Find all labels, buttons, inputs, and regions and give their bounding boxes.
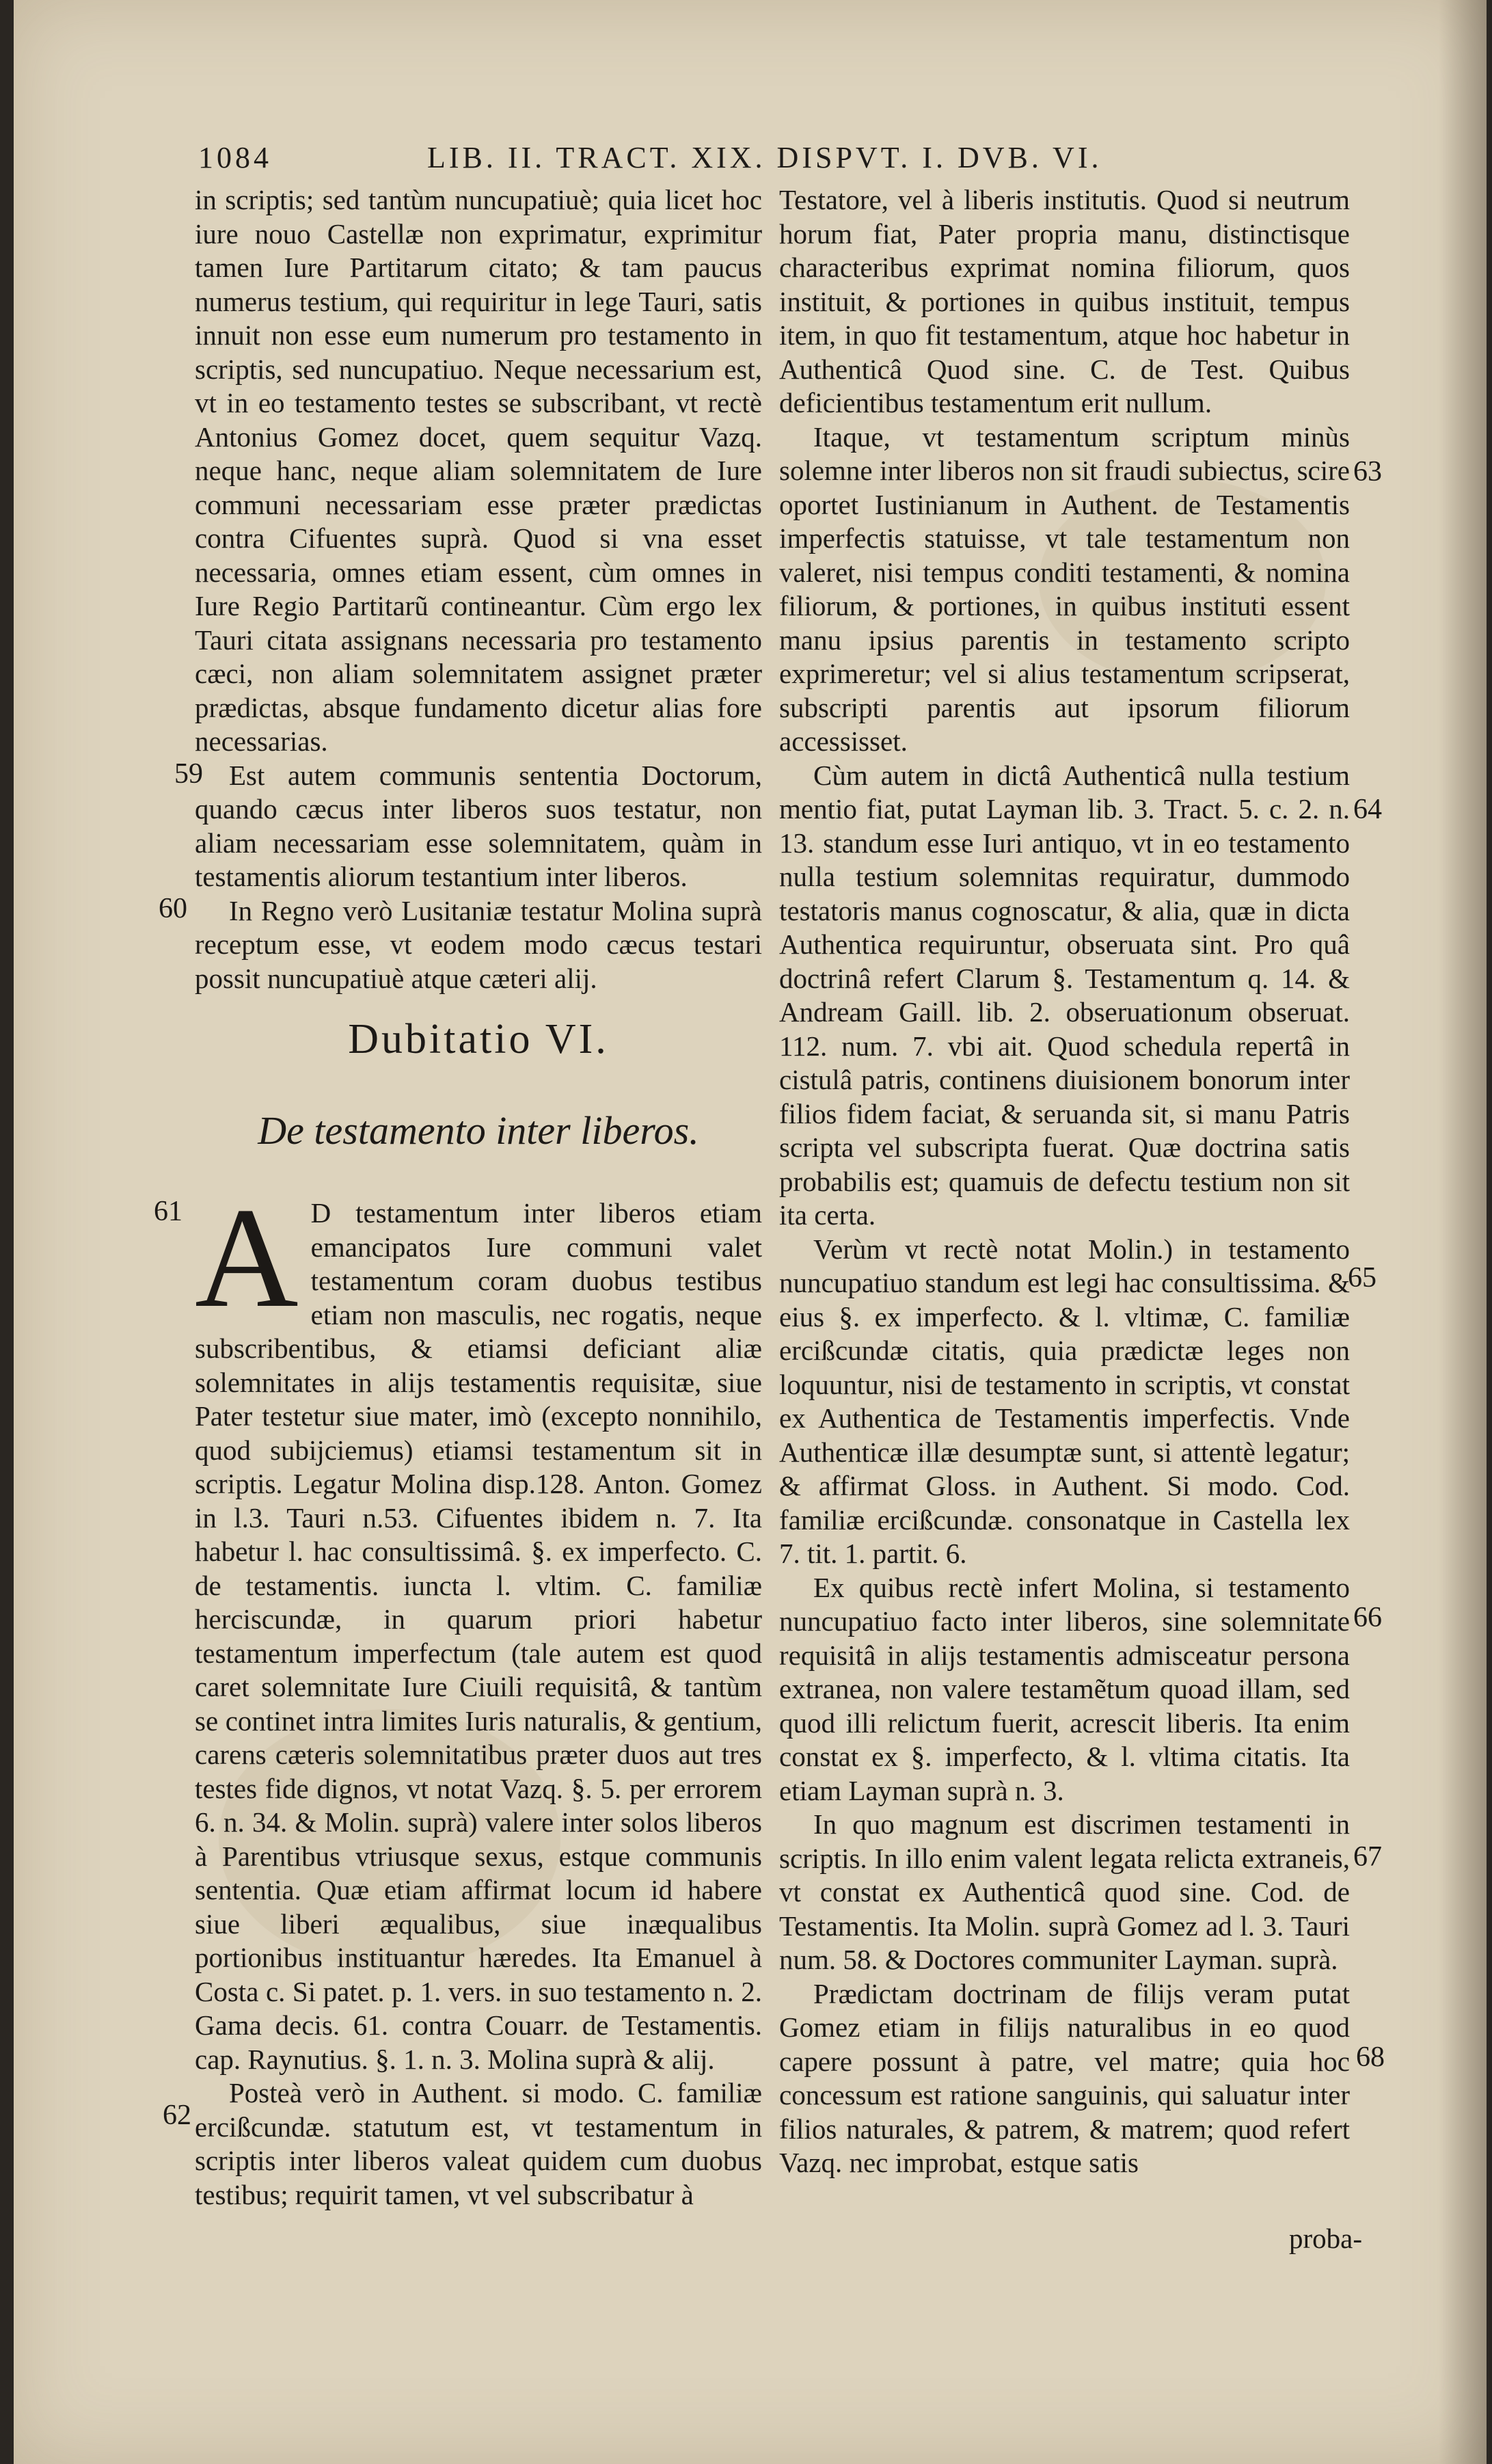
section-subheading: De testamento inter liberos. — [258, 1108, 699, 1153]
paragraph-67: In quo magnum est discrimen testamenti in scriptis. In illo enim valent legata relicta extraneis, vt constat ex Authenticâ quod sine. Cod. de Testamentis. Ita Molin. suprà Gomez ad l. 3. Tauri num. 58. & Doctores communiter Layman. suprà. — [779, 1808, 1350, 1975]
paragraph-61 — [195, 1179, 762, 2076]
paragraph-60: In Regno verò Lusitaniæ testatur Molina suprà receptum esse, vt eodem modo cæcus testari possit nuncupatiuè atque cæteri alij. — [195, 894, 762, 994]
paragraph-59: Est autem communis sententia Doctorum, quando cæcus inter liberos suos testatur, non aliam necessariam esse solemnitatem, quàm in testamentis aliorum testantium inter liberos. — [195, 759, 762, 892]
paragraph-62: Posteà verò in Authent. si modo. C. familiæ ercißcundæ. statutum est, vt testamentum in scriptis inter liberos valeat quidem cum duobus testibus; requirit tamen, vt vel subscribatur à — [195, 2077, 762, 2210]
margin-number-67: 67 — [1353, 1841, 1382, 1873]
margin-number-60: 60 — [159, 893, 187, 924]
running-header — [198, 140, 1237, 181]
paragraph-61-text: D testamentum inter liberos etiam emancipatos Iure communi valet testamentum coram duobus testibus etiam non masculis, nec rogatis, neque subscribentibus, & etiamsi deficiant aliæ solemnitates in alijs testamentis requisitæ, siue Pater testetur siue mater, imò (excepto nonnihilo, quod subijciemus) etiamsi testamentum sit in scriptis. Legatur Molina disp.128. Anton. Gomez in l.3. Tauri n.53. Cifuentes ibidem n. 7. Ita habetur l. hac consultissimâ. §. ex imperfecto. C. de testamentis. iuncta l. vltim. C. familiæ herciscundæ, in quarum priori habetur testamentum imperfectum (tale autem est quod caret solemnitate Iure Ciuili requisitâ, & tantùm se continet intra limites Iuris naturalis, & gentium, carens cæteris solemnitatibus præter duos aut tres testes fide dignos, vt notat Vazq. §. 5. per errorem 6. n. 34. & Molin. suprà) valere inter solos liberos à Parentibus vtriusque sexus, estque communis sententia. Quæ etiam affirmat locum id habere siue liberi æqualibus, siue inæqualibus portionibus instituantur hæredes. Ita Emanuel à Costa c. Si patet. p. 1. vers. in suo testamento n. 2. Gama decis. 61. contra Couarr. de Testamentis. cap. Raynutius. §. 1. n. 3. Molina suprà & alij. — [195, 1197, 762, 2075]
margin-number-61: 61 — [154, 1196, 182, 1227]
right-intro-paragraph: Testatore, vel à liberis institutis. Quod si neutrum horum fiat, Pater propria manu, distinctisque characteribus exprimat nomina filiorum, quos instituit, & portiones in quibus instituit, tempus item, in quo fit testamentum, atque hoc habetur in Authenticâ Quod sine. C. de Test. Quibus deficientibus testamentum erit nullum. — [779, 184, 1350, 418]
paragraph-65: Verùm vt rectè notat Molin.) in testamento nuncupatiuo standum est legi hac consultissima. & eius §. ex imperfecto. & l. vltimæ, C. familiæ ercißcundæ citatis, quia prædictæ leges non loquuntur, nisi de testamento in scriptis, vt constat ex Authentica de Testamentis imperfectis. Vnde Authenticæ illæ desumptæ sunt, si attentè legatur; & affirmat Gloss. in Authent. Si modo. Cod. familiæ ercißcundæ. consonatque in Castella lex 7. tit. 1. partit. 6. — [779, 1233, 1350, 1569]
left-column — [195, 183, 762, 995]
paragraph-66: Ex quibus rectè infert Molina, si testamento nuncupatiuo facto inter liberos, sine solemnitate requisitâ in alijs testamentis admisceatur persona extranea, non valere testamẽtum quoad illam, sed quod illi relictum fuerit, acrescit liberis. Ita enim constat ex §. imperfecto, & l. vltima citatis. Ita etiam Layman suprà n. 3. — [779, 1571, 1350, 1806]
right-column — [779, 183, 1350, 2180]
running-title: LIB. II. TRACT. XIX. DISPVT. I. DVB. VI. — [427, 141, 1102, 174]
paragraph-64: Cùm autem in dictâ Authenticâ nulla testium mentio fiat, putat Layman lib. 3. Tract. 5. c. 2. n. 13. standum esse Iuri antiquo, vt in eo testamento nulla testium solemnitas requiratur, dummodo testatoris manus cognoscatur, & alia, quæ in dicta Authentica requiruntur, obseruata sint. Pro quâ doctrinâ refert Clarum §. Testamentum q. 14. & Andream Gaill. lib. 2. obseruationum obseruat. 112. num. 7. vbi ait. Quod schedula repertâ in cistulâ patris, continens diuisionem bonorum inter filios fidem faciat, & seruanda sit, si manu Patris scripta vel subscripta fuerat. Quæ doctrina satis probabilis est; quamuis de defectu testium non sit ita certa. — [779, 759, 1350, 1231]
page-number: 1084 — [198, 141, 272, 174]
page-gutter-shadow — [1439, 0, 1487, 2464]
margin-number-59: 59 — [174, 758, 203, 790]
margin-number-66: 66 — [1353, 1602, 1382, 1633]
paragraph-63: Itaque, vt testamentum scriptum minùs solemne inter liberos non sit fraudi subiectus, scire oportet Iustinianum in Authent. de Testamentis imperfectis statuisse, vt tale testamentum non valeret, nisi tempus conditi testamenti, & nomina filiorum, & portiones, in quibus instituti essent manu ipsius parentis in testamento scripto exprimeretur; vel si alius testamentum scripserat, subscripti parentis aut ipsorum filiorum accessisset. — [779, 420, 1350, 757]
margin-number-64: 64 — [1353, 794, 1382, 825]
margin-number-65: 65 — [1348, 1262, 1376, 1294]
margin-number-63: 63 — [1353, 456, 1382, 487]
margin-number-62: 62 — [163, 2100, 191, 2131]
margin-number-68: 68 — [1356, 2041, 1385, 2073]
section-heading: Dubitatio VI. — [348, 1016, 609, 1062]
paragraph-68: Prædictam doctrinam de filijs veram putat Gomez etiam in filijs naturalibus in eo quod capere possunt à patre, vel matre; quia hoc concessum est ratione sanguinis, qui saluatur inter filios naturales, & patrem, & matrem; quod refert Vazq. nec improbat, estque satis — [779, 1977, 1350, 2178]
drop-cap-letter: A — [195, 1179, 299, 1337]
left-intro-paragraph: in scriptis; sed tantùm nuncupatiuè; quia licet hoc iure nouo Castellæ non exprimatur, exprimitur tamen Iure Partitarum citato; & tam paucus numerus testium, qui requiritur in lege Tauri, satis innuit non esse eum numerum pro testamento in scriptis, sed nuncupatiuo. Neque necessarium est, vt in eo testamento testes se subscribant, vt rectè Antonius Gomez docet, quem sequitur Vazq. neque hanc, neque aliam solemnitatem de Iure communi necessariam esse præter prædictas contra Cifuentes suprà. Quod si vna esset necessaria, omnes etiam essent, cùm omnes in Iure Regio Partitarũ contineantur. Cùm ergo lex Tauri citata assignans necessaria pro testamento cæci, non aliam solemnitatem assignet præter prædictas, absque fundamento dicetur alias fore necessarias. — [195, 184, 762, 757]
left-column-lower — [195, 1179, 762, 2212]
catchword: proba- — [1288, 2223, 1362, 2254]
